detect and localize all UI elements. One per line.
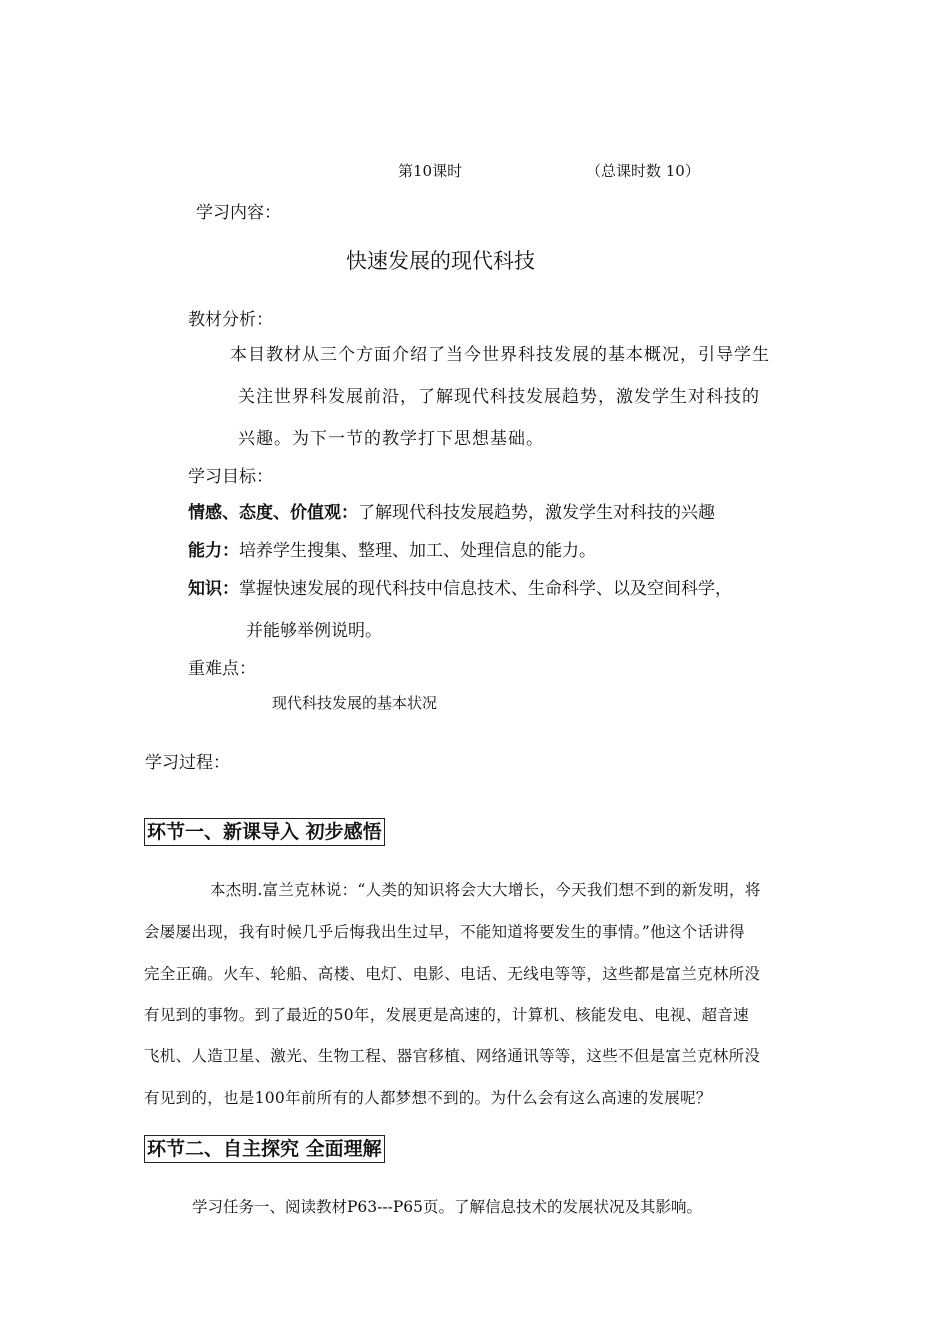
task-one: 学习任务一、阅读教材P63---P65页。了解信息技术的发展状况及其影响。 — [192, 1198, 703, 1216]
goal-emotion-text: 了解现代科技发展趋势，激发学生对科技的兴趣 — [358, 503, 715, 523]
lesson-number: 第10课时 — [398, 162, 463, 180]
goal-emotion-label: 情感、态度、价值观： — [188, 503, 358, 523]
goal-ability-label: 能力： — [188, 541, 239, 561]
analysis-line: 本目教材从三个方面介绍了当今世界科技发展的基本概况，引导学生 — [230, 345, 770, 365]
key-points-text: 现代科技发展的基本状况 — [272, 694, 438, 712]
key-points-heading: 重难点： — [188, 659, 256, 679]
section-one-line: 会屡屡出现，我有时候几乎后悔我出生过早，不能知道将要发生的事情。”他这个话讲得 — [144, 923, 745, 941]
goal-knowledge — [188, 574, 732, 599]
goal-emotion — [188, 498, 715, 523]
goals-heading: 学习目标： — [188, 467, 273, 487]
section-one-line: 完全正确。火车、轮船、高楼、电灯、电影、电话、无线电等等，这些都是富兰克林所没 — [144, 965, 761, 983]
analysis-line: 关注世界科发展前沿，了解现代科技发展趋势，激发学生对科技的 — [238, 387, 760, 407]
section-one-title: 环节一、新课导入 初步感悟 — [144, 818, 385, 846]
section-two-title: 环节二、自主探究 全面理解 — [144, 1135, 385, 1163]
goal-knowledge-continued: 并能够举例说明。 — [246, 621, 382, 641]
goal-ability — [188, 536, 596, 561]
page-title: 快速发展的现代科技 — [346, 249, 535, 273]
goal-knowledge-label: 知识： — [188, 579, 239, 599]
content-heading: 学习内容： — [196, 203, 281, 223]
section-one-line: 有见到的事物。到了最近的50年，发展更是高速的，计算机、核能发电、电视、超音速 — [144, 1006, 749, 1024]
section-one-line: 飞机、人造卫星、激光、生物工程、器官移植、网络通讯等等，这些不但是富兰克林所没 — [144, 1047, 761, 1065]
section-one-line: 有见到的，也是100年前所有的人都梦想不到的。为什么会有这么高速的发展呢？ — [144, 1089, 712, 1107]
total-lessons: （总课时数 10） — [586, 162, 700, 180]
analysis-line: 兴趣。为下一节的教学打下思想基础。 — [238, 429, 544, 449]
analysis-heading: 教材分析： — [188, 310, 273, 330]
goal-ability-text: 培养学生搜集、整理、加工、处理信息的能力。 — [239, 541, 596, 561]
section-one-line: 本杰明.富兰克林说：“人类的知识将会大大增长，今天我们想不到的新发明，将 — [210, 881, 761, 899]
process-heading: 学习过程： — [145, 753, 230, 773]
goal-knowledge-text: 掌握快速发展的现代科技中信息技术、生命科学、以及空间科学， — [239, 579, 732, 599]
